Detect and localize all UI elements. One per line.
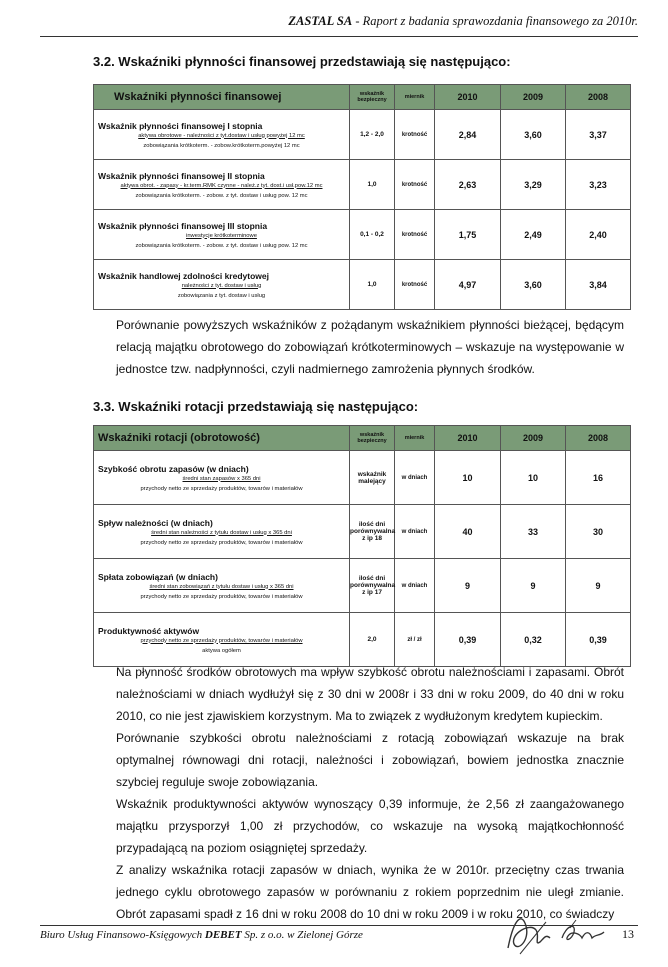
table-row [94, 451, 631, 505]
header-title: - Raport z badania sprawozdania finansowego za 2010r. [352, 14, 638, 28]
table-row [94, 160, 631, 210]
value-2008: 3,84 [566, 260, 631, 310]
value-2009: 3,29 [501, 160, 566, 210]
unit: krotność [395, 110, 435, 160]
column-header-year: 2008 [566, 85, 631, 110]
unit: krotność [395, 260, 435, 310]
table-title: Wskaźniki płynności finansowej [94, 85, 350, 110]
table-row [94, 559, 631, 613]
column-header-year: 2009 [501, 426, 566, 451]
value-2009: 33 [501, 505, 566, 559]
section-heading-liquidity: 3.2. Wskaźniki płynności finansowej przedstawiają się następująco: [93, 54, 511, 69]
ratio-denominator: przychody netto ze sprzedaży produktów, towarów i materiałów [140, 485, 303, 492]
paragraph: Na płynność środków obrotowych ma wpływ szybkość obrotu należnościami i zapasami. Obrót należnościami w dniach wydłużył się z 30 dni w 2008r i 33 dni w roku 2009, do 40 dni w roku 2010, co nie jest zjawiskiem korzystnym. Ma to związek z wydłużonym kredytem kupieckim. [116, 665, 624, 723]
ratio-cell [94, 210, 350, 260]
value-2009: 3,60 [501, 260, 566, 310]
ratio-numerator: średni stan zapasów x 365 dni [182, 475, 261, 482]
value-2009: 2,49 [501, 210, 566, 260]
table-title: Wskaźniki rotacji (obrotowość) [94, 426, 350, 451]
safe-value: 1,0 [350, 260, 395, 310]
safe-value: 0,1 - 0,2 [350, 210, 395, 260]
value-2010: 4,97 [435, 260, 501, 310]
ratio-numerator: należności z tyt. dostaw i usług [181, 282, 262, 289]
table-row [94, 210, 631, 260]
ratio-name: Wskaźnik płynności finansowej III stopnia [98, 220, 268, 231]
column-header-year: 2010 [435, 426, 501, 451]
ratio-name: Spłata zobowiązań (w dniach) [98, 571, 218, 582]
ratio-name: Wskaźnik płynności finansowej I stopnia [98, 120, 263, 131]
paragraph: Z analizy wskaźnika rotacji zapasów w dniach, wynika że w 2010r. przeciętny czas trwania jednego cyklu obrotowego zapasów w porównaniu z rokiem poprzednim nie uległ zmianie. Obrót zapasami spadł z 16 dni w roku 2008 do 10 dni w roku 2009 i w roku 2010, co świadczy [116, 863, 624, 921]
value-2008: 0,39 [566, 613, 631, 667]
value-2010: 2,63 [435, 160, 501, 210]
value-2009: 9 [501, 559, 566, 613]
ratio-denominator: zobowiązania krótkoterm. - zobow. z tyt. dostaw i usług pow. 12 mc [135, 192, 308, 199]
footer-suffix: Sp. z o.o. w Zielonej Górze [241, 929, 363, 941]
liquidity-commentary: Porównanie powyższych wskaźników z pożądanym wskaźnikiem płynności bieżącej, będącym relacją majątku obrotowego do zobowiązań krótkoterminowych – wskazuje na występowanie w jednostce tzw. nadpłynności, czyli nadmiernego zamrożenia płynnych środków. [116, 318, 624, 376]
unit: w dniach [395, 451, 435, 505]
unit: zł / zł [395, 613, 435, 667]
value-2010: 9 [435, 559, 501, 613]
ratio-cell [94, 559, 350, 613]
column-header-safe: wskaźnik bezpieczny [350, 85, 395, 110]
ratio-denominator: przychody netto ze sprzedaży produktów, towarów i materiałów [140, 539, 303, 546]
value-2010: 0,39 [435, 613, 501, 667]
ratio-denominator: zobowiązania krótkoterm. - zobow.krótkoterm.powyżej 12 mc [143, 142, 300, 149]
value-2010: 2,84 [435, 110, 501, 160]
ratio-numerator: przychody netto ze sprzedaży produktów, towarów i materiałów [140, 637, 303, 644]
ratio-cell [94, 260, 350, 310]
unit: krotność [395, 210, 435, 260]
column-header-year: 2008 [566, 426, 631, 451]
page-header [40, 14, 638, 37]
ratio-denominator: przychody netto ze sprzedaży produktów, towarów i materiałów [140, 593, 303, 600]
value-2010: 10 [435, 451, 501, 505]
table-row [94, 613, 631, 667]
unit: w dniach [395, 559, 435, 613]
table-row [94, 260, 631, 310]
footer-company: DEBET [204, 929, 242, 941]
ratio-name: Spływ należności (w dniach) [98, 517, 213, 528]
value-2009: 3,60 [501, 110, 566, 160]
unit: w dniach [395, 505, 435, 559]
ratio-cell [94, 451, 350, 505]
value-2008: 2,40 [566, 210, 631, 260]
header-company: ZASTAL SA [288, 14, 353, 28]
safe-value: 2,0 [350, 613, 395, 667]
ratio-numerator: inwestycje krótkoterminowe [186, 232, 257, 239]
safe-value: wskaźnik malejący [350, 451, 395, 505]
ratio-numerator: średni stan zobowiązań z tytułu dostaw i usług x 365 dni [149, 583, 294, 590]
value-2009: 10 [501, 451, 566, 505]
section-heading-rotation: 3.3. Wskaźniki rotacji przedstawiają się następująco: [93, 399, 419, 414]
value-2008: 3,23 [566, 160, 631, 210]
table-row [94, 505, 631, 559]
ratio-denominator: zobowiązania krótkoterm. - zobow. z tyt. dostaw i usług pow. 12 mc [135, 242, 308, 249]
value-2008: 9 [566, 559, 631, 613]
footer-prefix: Biuro Usług Finansowo-Księgowych [40, 929, 205, 941]
ratio-cell [94, 160, 350, 210]
safe-value: ilość dni porównywalna z ip 18 [350, 505, 395, 559]
column-header-year: 2009 [501, 85, 566, 110]
page-number: 13 [622, 927, 634, 941]
value-2008: 16 [566, 451, 631, 505]
ratio-cell [94, 613, 350, 667]
value-2008: 3,37 [566, 110, 631, 160]
value-2010: 40 [435, 505, 501, 559]
handwritten-signatures [500, 908, 615, 960]
column-header-unit: miernik [395, 426, 435, 451]
ratio-numerator: aktywa obrot. - zapasy - kr.term.RMK czynne - należ.z tyt. dost.i usł.pow.12 mc [120, 182, 323, 189]
ratio-cell [94, 505, 350, 559]
ratio-name: Wskaźnik płynności finansowej II stopnia [98, 170, 265, 181]
ratio-name: Szybkość obrotu zapasów (w dniach) [98, 463, 249, 474]
liquidity-table [93, 84, 631, 310]
column-header-unit: miernik [395, 85, 435, 110]
safe-value: ilość dni porównywalna z ip 17 [350, 559, 395, 613]
rotation-commentary [116, 661, 624, 925]
ratio-denominator: zobowiązania z tyt. dostaw i usług [177, 292, 266, 299]
ratio-name: Wskaźnik handlowej zdolności kredytowej [98, 270, 269, 281]
column-header-safe: wskaźnik bezpieczny [350, 426, 395, 451]
paragraph: Wskaźnik produktywności aktywów wynoszący 0,39 informuje, że 2,56 zł zaangażowanego majątku przysporzył 1,00 zł przychodów, co wskazuje na wysoką majątkochłonność przypadającą na poziom osiągniętej sprzedaży. [116, 797, 624, 855]
value-2009: 0,32 [501, 613, 566, 667]
ratio-denominator: aktywa ogółem [202, 647, 241, 654]
value-2008: 30 [566, 505, 631, 559]
column-header-year: 2010 [435, 85, 501, 110]
ratio-numerator: aktywa obrotowe - należności z tyt.dostaw i usług powyżej 12 mc [138, 132, 305, 139]
safe-value: 1,2 - 2,0 [350, 110, 395, 160]
value-2010: 1,75 [435, 210, 501, 260]
paragraph: Porównanie szybkości obrotu należnościami z rotacją zobowiązań wskazuje na brak optymalnej równowagi dni rotacji, należności i zobowiązań, bowiem jednostka znacznie szybciej reguluje swoje zobowiązania. [116, 731, 624, 789]
ratio-numerator: średni stan należności z tytułu dostaw i usług x 365 dni [151, 529, 292, 536]
ratio-cell [94, 110, 350, 160]
safe-value: 1,0 [350, 160, 395, 210]
rotation-table [93, 425, 631, 667]
ratio-name: Produktywność aktywów [98, 625, 200, 636]
unit: krotność [395, 160, 435, 210]
table-row [94, 110, 631, 160]
